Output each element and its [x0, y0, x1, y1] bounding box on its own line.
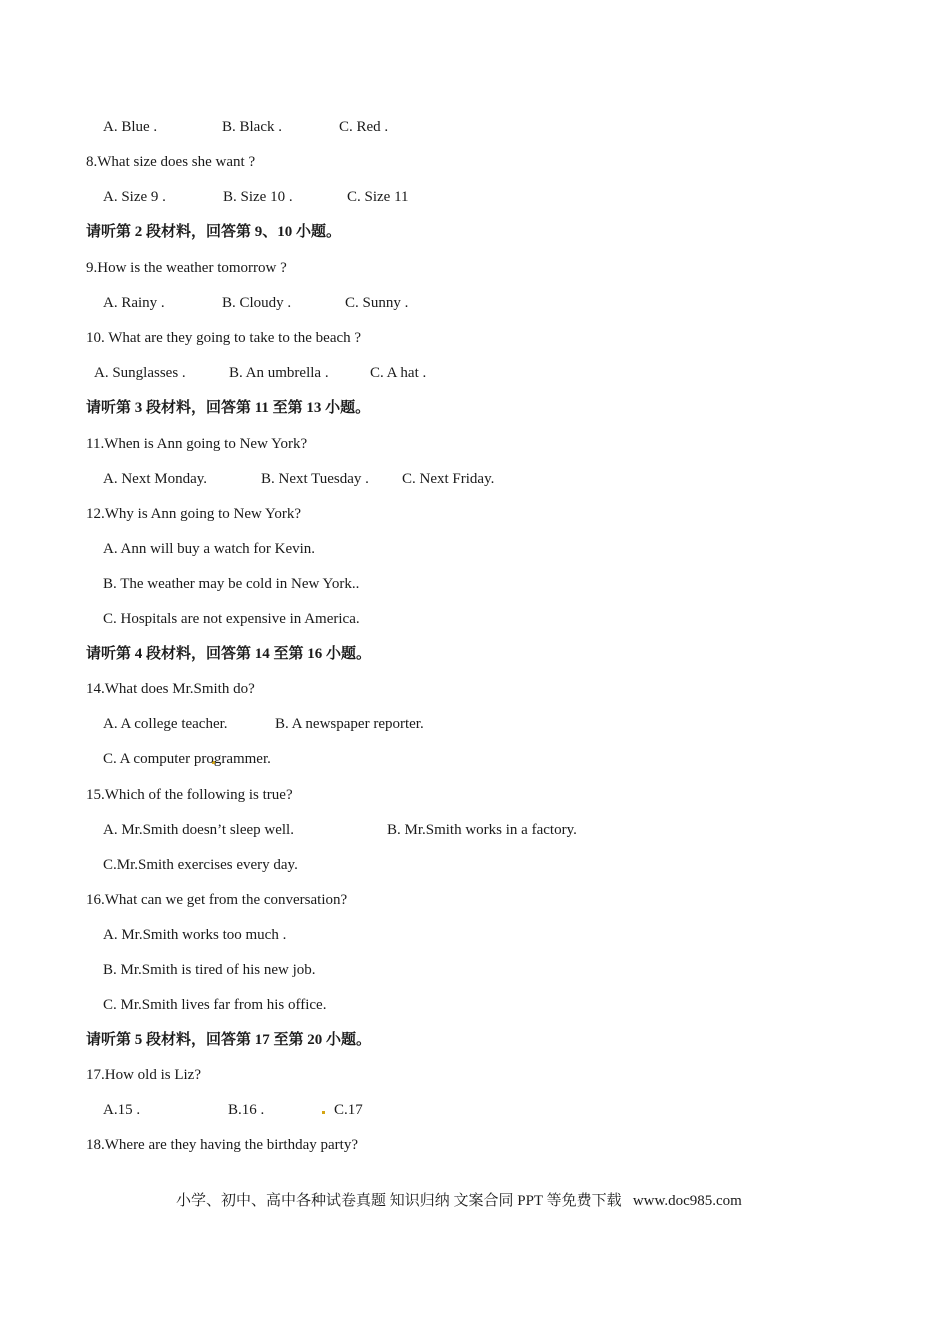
text-line: C. A computer programmer.	[103, 751, 271, 767]
text-line: A. Mr.Smith works too much .	[103, 927, 287, 943]
text-line: B. Mr.Smith works in a factory.	[387, 822, 577, 838]
text-line: A. A college teacher.	[103, 716, 228, 732]
text-line: C. Red .	[339, 119, 389, 135]
text-line: C.17	[334, 1102, 363, 1118]
section-heading: 请听第 2 段材料，回答第 9、10 小题。	[86, 224, 342, 240]
text-line: B. Cloudy .	[222, 295, 292, 311]
text-line: A. Rainy .	[103, 295, 165, 311]
text-line: B. Next Tuesday .	[261, 471, 369, 487]
text-line: 16.What can we get from the conversation?	[86, 892, 348, 908]
page-footer: 小学、初中、高中各种试卷真题 知识归纳 文案合同 PPT 等免费下载 www.doc985.com	[176, 1193, 742, 1209]
text-line: A. Size 9 .	[103, 189, 166, 205]
text-line: B. Black .	[222, 119, 282, 135]
text-line: A. Ann will buy a watch for Kevin.	[103, 541, 316, 557]
text-line: B.16 .	[228, 1102, 265, 1118]
text-line: 12.Why is Ann going to New York?	[86, 506, 302, 522]
text-line: B. Mr.Smith is tired of his new job.	[103, 962, 316, 978]
text-line: 8.What size does she want ?	[86, 154, 256, 170]
text-line: C. Next Friday.	[402, 471, 495, 487]
section-heading: 请听第 5 段材料，回答第 17 至第 20 小题。	[86, 1032, 372, 1048]
text-line: B. Size 10 .	[223, 189, 293, 205]
text-line: A. Sunglasses .	[94, 365, 186, 381]
text-line: C. Hospitals are not expensive in America.	[103, 611, 360, 627]
text-line: C. A hat .	[370, 365, 427, 381]
text-line: 9.How is the weather tomorrow ?	[86, 260, 287, 276]
text-line: 18.Where are they having the birthday party?	[86, 1137, 358, 1153]
text-line: 14.What does Mr.Smith do?	[86, 681, 255, 697]
text-line: B. A newspaper reporter.	[275, 716, 424, 732]
text-line: B. The weather may be cold in New York..	[103, 576, 360, 592]
text-line: C.Mr.Smith exercises every day.	[103, 857, 298, 873]
text-line: 10. What are they going to take to the beach ?	[86, 330, 362, 346]
text-line: A. Mr.Smith doesn’t sleep well.	[103, 822, 294, 838]
text-line: 17.How old is Liz?	[86, 1067, 201, 1083]
decorative-dot	[322, 1111, 325, 1114]
text-line: B. An umbrella .	[229, 365, 329, 381]
text-line: C. Mr.Smith lives far from his office.	[103, 997, 327, 1013]
text-line: 15.Which of the following is true?	[86, 787, 293, 803]
text-line: A. Blue .	[103, 119, 158, 135]
text-line: C. Sunny .	[345, 295, 409, 311]
text-line: A.15 .	[103, 1102, 141, 1118]
text-line: C. Size 11	[347, 189, 409, 205]
section-heading: 请听第 4 段材料，回答第 14 至第 16 小题。	[86, 646, 372, 662]
text-line: A. Next Monday.	[103, 471, 208, 487]
text-line: 11.When is Ann going to New York?	[86, 436, 308, 452]
section-heading: 请听第 3 段材料，回答第 11 至第 13 小题。	[86, 400, 371, 416]
